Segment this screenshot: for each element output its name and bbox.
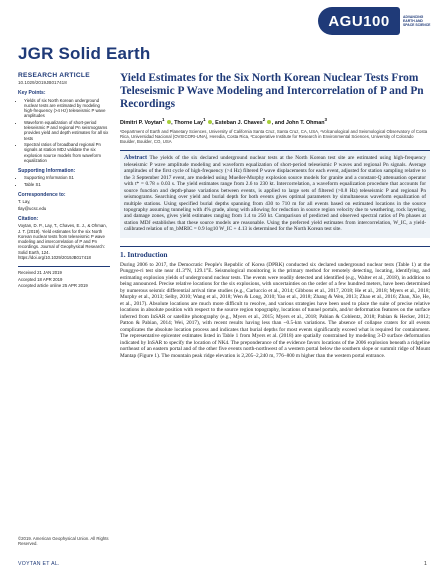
key-point: • Yields of six North Korean underground nuclear tests are estimated by modeling high-frequency (>4 Hz) teleseismic P wave amplitudes xyxy=(24,98,110,119)
agu100-tagline-line: SPACE SCIENCE xyxy=(403,23,431,27)
agu100-tagline-line: ADVANCING xyxy=(403,15,424,19)
author-list: Dimitri P. Voytan$^1$ , Thorne Lay$^1$ , Esteban J. Chaves$^2$ , and John T. Ohman$^3$ xyxy=(120,117,328,126)
agu100-badge xyxy=(318,7,400,35)
abstract-box xyxy=(120,150,430,237)
key-points-heading: Key Points: xyxy=(18,90,46,97)
section-heading: 1. Introduction xyxy=(120,246,430,259)
author-affiliation-mark: 1 xyxy=(203,117,206,122)
supporting-info-link[interactable]: • Table S1 xyxy=(24,182,110,187)
article-main xyxy=(120,72,430,359)
supporting-info-link[interactable]: • Supporting Information S1 xyxy=(24,175,110,180)
page-number: 1 xyxy=(424,561,427,567)
copyright-notice: ©2019. American Geophysical Union. All Rights Reserved. xyxy=(18,536,109,547)
agu100-logo-text: AGU100 xyxy=(328,12,390,30)
orcid-icon[interactable] xyxy=(208,120,212,124)
intro-paragraph: During 2006 to 2017, the Democratic People's Republic of Korea (DPRK) conducted six declared underground nuclear tests (Table 1) at the Punggye-ri test site near 41.3°N, 129.1°E. Seismological monitoring is the primary method for remotely detecting, locating, identifying, and estimating explosion yields of underground nuclear tests. The events were readily detected and identified (e.g., Walter et al., 2018), in addition to being announced. Precise relative locations for the six explosions, with uncertainties on the order of a few hundred meters, have been determined by numerous seismic differential arrival time studies (e.g., Carluccio et al., 2014; Gibbons et al., 2017, 2018; He et al., 2018; Myers et al., 2018; Murphy et al., 2013; Selby, 2010; Wang et al., 2018; Wen & Long, 2010; Yao et al., 2018; Zhang & Wen, 2013; Zhao et al., 2016; Zhan, Xie, He, et al., 2017). Absolute locations are much more difficult to resolve, and various strategies have been used to place the suite of precise relative locations in absolute position with respect to the source region topography, locations of tunnel portals, and/or deformation features on the surface inferred from InSAR or satellite photography (e.g., Myers et al., 2015; Myers et al., 2018; Pabian & Coblentz, 2018; Pabian & Hecker, 2012; Patton & Pabian, 2014; Wei, 2017), with recent results having less than ~0.5-km variations. The absence of collapse craters for all events complicates the absolute location process and indicates that burial depths for most events significantly exceed what is required for containment. The representative epicenter estimates listed in Table 1 from Myers et al. (2018) are spatially constrained by modeling 3-D surface deformation indicated by InSAR to specify the location of NK4. The preponderance of the evidence favors locations of the 2006 explosion beneath a ridgeline northeast of an eastern portal and of the other five events north-northwest of a western portal below the southern slope or summit ridge of Mount Mantap (Figure 1). The mountain peak ridge elevation is 2,205–2,240 m, 776–800 m higher than the western portal entrance. xyxy=(120,261,430,359)
article-doi[interactable]: 10.1029/2019JB017418 xyxy=(18,80,67,85)
author-name: Esteban J. Chaves xyxy=(215,119,263,126)
accepted-online-date: Accepted article online 25 APR 2019 xyxy=(18,282,88,288)
correspondence-name: T. Lay, xyxy=(18,199,31,205)
author-name: and John T. Ohman xyxy=(274,119,325,126)
agu100-tagline-line: EARTH AND xyxy=(403,19,423,23)
supporting-info-heading: Supporting Information: xyxy=(18,168,76,175)
orcid-icon[interactable] xyxy=(267,120,271,124)
article-title: Yield Estimates for the Six North Korean Nuclear Tests From Teleseismic P Wave Modeling and Intercorrelation of P and Pn Recordings xyxy=(120,72,424,110)
accepted-date: Accepted 18 APR 2019 xyxy=(18,276,63,282)
correspondence-heading: Correspondence to: xyxy=(18,192,66,199)
author-name: Dimitri P. Voytan xyxy=(120,119,163,126)
article-type: RESEARCH ARTICLE xyxy=(18,72,90,79)
affiliations: ¹Department of Earth and Planetary Sciences, University of California Santa Cruz, Santa Cruz, CA, USA, ²Volcanological and Seismological Observatory of Costa Rica, Universidad Nacional (OVSICORI-UNA), Heredia, Costa Rica, ³Cooperative Institute for Research in Environmental Sciences, University of Colorado Boulder, Boulder, CO, USA xyxy=(120,128,428,145)
correspondence-email[interactable]: tlay@ucsc.edu xyxy=(18,205,47,211)
citation-text: Voytan, D. P., Lay, T., Chaves, E. J., & Ohman, J. T. (2019). Yield estimates for the six North Korean nuclear tests from teleseismic P wave modeling and intercorrelation of P and Pn recordings. Journal of Geophysical Research: Solid Earth, 124. https://doi.org/10.1029/2019JB017418 xyxy=(18,223,107,261)
key-point: • Spectral ratios of broadband regional Pn signals at station MDJ validate the six explosion source models from waveform equalization xyxy=(24,142,110,163)
abstract-label: Abstract xyxy=(124,154,148,162)
author-affiliation-mark: 3 xyxy=(324,117,328,122)
orcid-icon[interactable] xyxy=(167,120,171,124)
key-points-list xyxy=(18,98,110,164)
author-name: Thorne Lay xyxy=(174,119,204,126)
author-affiliation-mark: 2 xyxy=(262,117,266,122)
journal-name: JGR Solid Earth xyxy=(18,44,151,63)
agu100-tagline xyxy=(403,15,430,27)
supporting-info-list xyxy=(18,175,110,187)
running-author: VOYTAN ET AL. xyxy=(18,561,60,567)
sidebar-divider xyxy=(18,266,110,267)
author-affiliation-mark: 1 xyxy=(162,117,165,122)
citation-heading: Citation: xyxy=(18,215,39,222)
abstract-text: The yields of the six declared underground nuclear tests at the North Korean test site are estimated using high-frequency teleseismic P wave amplitude modeling and waveform equalization of short-period teleseismic P waves and regional Pn signals. Average amplitudes of the first cycle of high-frequency (>4 Hz) filtered P wave displacements for each event, adjusted for station sampling relative to the 3 September 2017 event, are modeled using Mueller-Murphy explosion source models for granite and a constant-Q attenuation operator with t* = 0.78 ± 0.03 s. The yield estimates range from 2.6 to 230 kt. Intercorrelation, a waveform equalization procedure that accounts for source function and depth-phase variations between events, is applied to large sets of filtered (>0.8 Hz) teleseismic P and regional Pn seismograms. Searching over yield and burial depth for both events gives optimal parameters by simultaneous waveform equalization of multiple stations. Using specified burial depths spanning from 430 to 710 m for all events based on estimated locations in the source topography assuming tunneling with 4% grade, along with allowing for reduction in source region velocity due to weathering, rock layering, and damage zones, gives yield estimates ranging from 1.4 to 250 kt. Comparison of predicted and observed spectral ratios of Pn phases at station MDJ establishes that these source models are reasonable. Using the preferred yield estimates from intercorrelation, W_IC, a yield-calibrated relation of m_bMRIC = 0.9 log10 W_IC + 4.13 is determined for the North Korean test site. xyxy=(124,155,427,233)
key-point: • Waveform equalization of short-period teleseismic P and regional Pn seismograms provides yield and depth estimates for all six tests xyxy=(24,120,110,141)
article-sidebar xyxy=(18,72,110,289)
received-date: Received 21 JAN 2019 xyxy=(18,270,62,276)
agu100-logo xyxy=(318,6,440,36)
